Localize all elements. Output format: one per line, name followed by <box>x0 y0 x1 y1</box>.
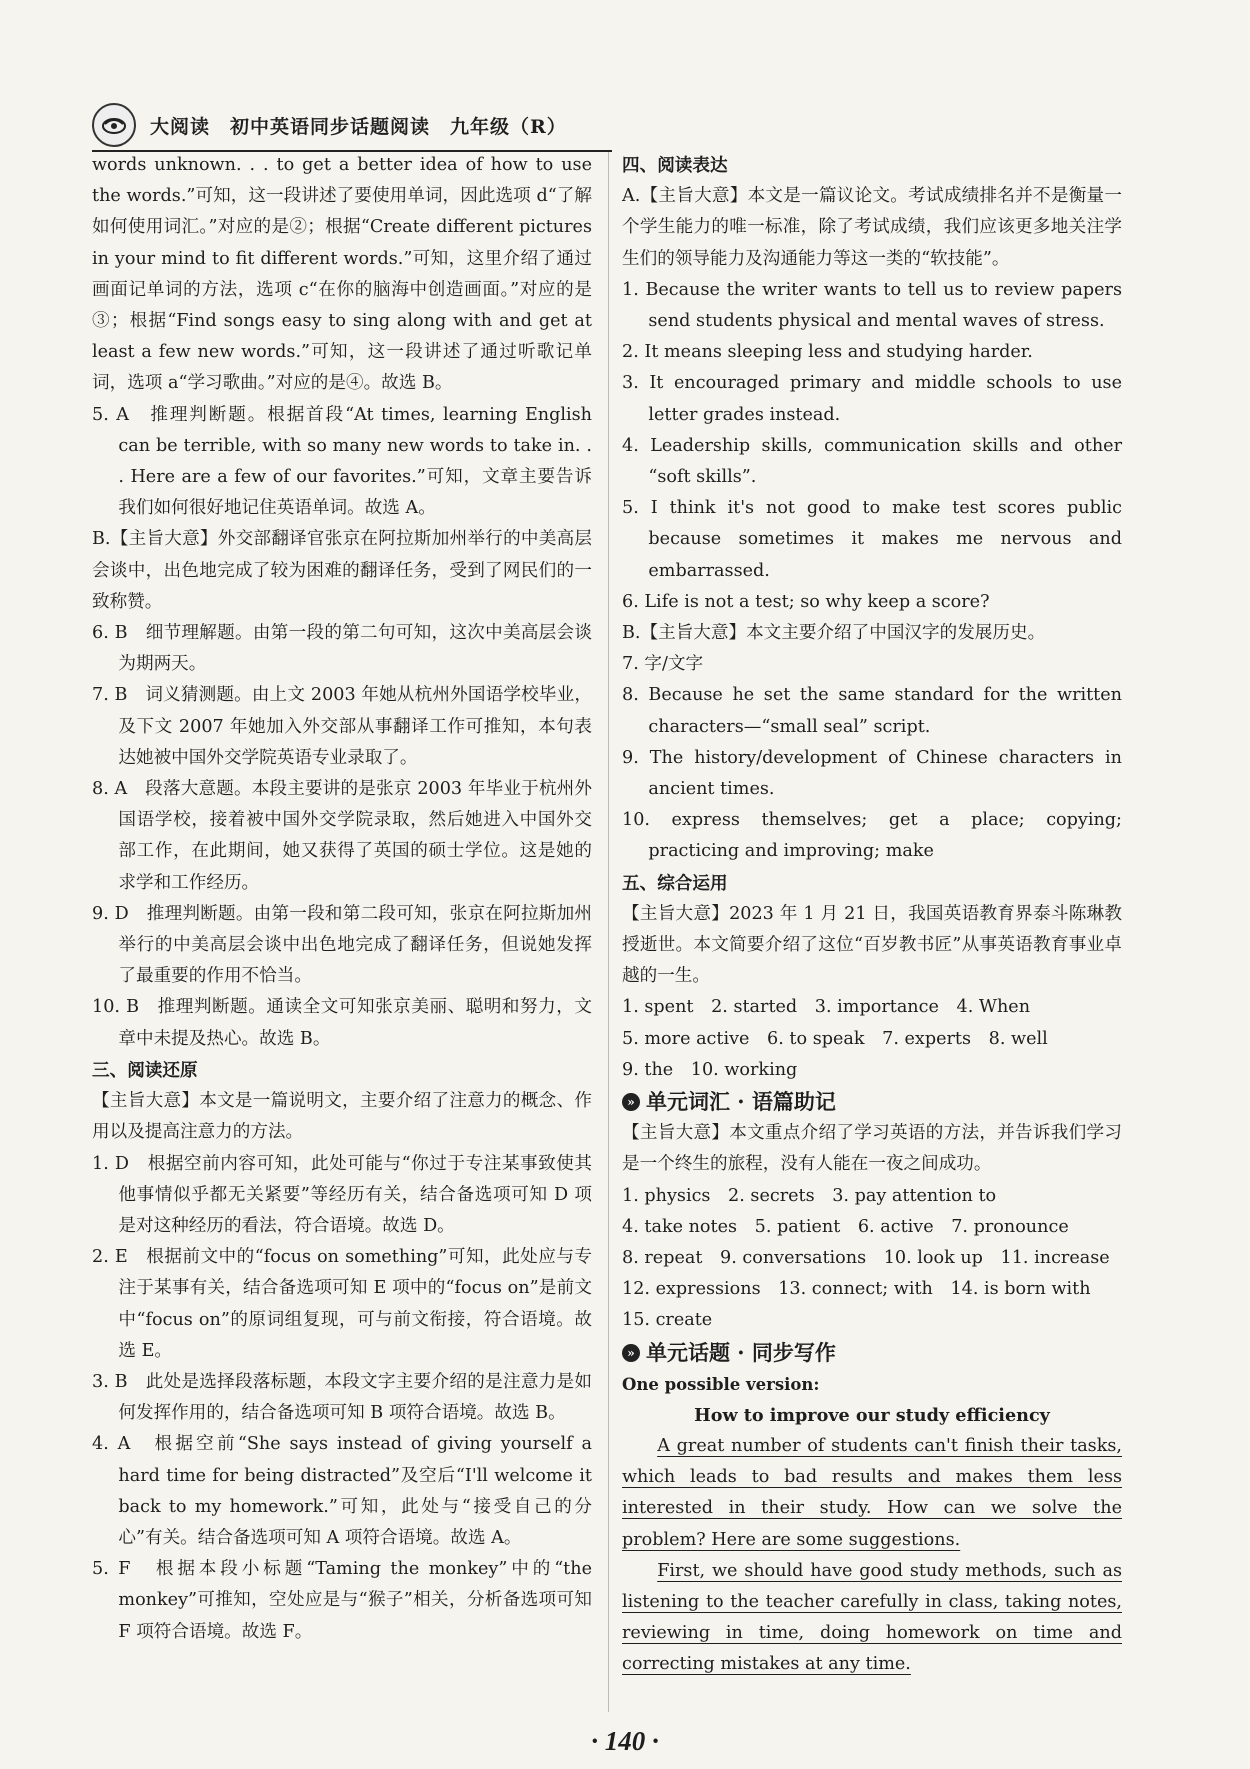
answer-item: 6. B 细节理解题。由第一段的第二句可知，这次中美高层会谈为期两天。 <box>92 623 592 675</box>
paragraph: 5. more active 6. to speak 7. experts 8. well <box>622 1028 1048 1049</box>
paragraph: 9. the 10. working <box>622 1059 798 1080</box>
right-column <box>622 150 1122 1681</box>
running-header <box>92 100 612 150</box>
paragraph: words unknown. . . to get a better idea of how to use the words.”可知，这一段讲述了要使用单词，因此选项 d“了解如何使用词汇。”对应的是②；根据“Create different pictures in your mind to fit different words.”可知，这里介绍了通过画面记单词的方法，选项 c“在你的脑海中创造画面。”对应的是③；根据“Find songs easy to sing along with and get at least a few new words.”可知，这一段讲述了通过听歌记单词，选项 a“学习歌曲。”对应的是④。故选 B。 <box>92 155 592 394</box>
section-heading-text: 单元话题 · 同步写作 <box>646 1339 836 1365</box>
paragraph: 1. physics 2. secrets 3. pay attention to <box>622 1185 997 1206</box>
paragraph: 4. take notes 5. patient 6. active 7. pronounce <box>622 1216 1069 1237</box>
answer-item: 10. express themselves; get a place; copying; practicing and improving; make <box>622 810 1122 862</box>
paragraph: B.【主旨大意】外交部翻译官张京在阿拉斯加州举行的中美高层会谈中，出色地完成了较为困难的翻译任务，受到了网民们的一致称赞。 <box>92 529 592 612</box>
paragraph: 1. spent 2. started 3. importance 4. When <box>622 997 1031 1018</box>
version-label: One possible version: <box>622 1374 820 1394</box>
part-heading: 四、阅读表达 <box>622 155 728 176</box>
answer-item: 2. It means sleeping less and studying harder. <box>622 342 1033 363</box>
essay-title: How to improve our study efficiency <box>694 1404 1050 1426</box>
section-heading-text: 单元词汇 · 语篇助记 <box>646 1089 836 1115</box>
answer-item: 5. I think it's not good to make test scores public because sometimes it makes me nervous and embarrassed. <box>622 498 1122 581</box>
answer-item: 10. B 推理判断题。通读全文可知张京美丽、聪明和努力，文章中未提及热心。故选 B。 <box>92 997 592 1049</box>
answer-item: 2. E 根据前文中的“focus on something”可知，此处应与专注于某事有关，结合备选项可知 E 项中的“focus on”是前文中“focus on”的原词组复现，可与前文衔接，符合语境。故选 E。 <box>92 1247 592 1361</box>
section-heading <box>622 1086 1122 1118</box>
section-heading <box>622 1337 1122 1369</box>
answer-item: 9. D 推理判断题。由第一段和第二段可知，张京在阿拉斯加州举行的中美高层会谈中出色地完成了翻译任务，但说她发挥了最重要的作用不恰当。 <box>92 903 592 987</box>
left-column <box>92 150 592 1648</box>
answer-item: 1. D 根据空前内容可知，此处可能与“你过于专注某事致使其他事情似乎都无关紧要”等经历有关，结合备选项可知 D 项是对这种经历的看法，符合语境。故选 D。 <box>92 1153 592 1236</box>
paragraph: 【主旨大意】本文是一篇说明文，主要介绍了注意力的概念、作用以及提高注意力的方法。 <box>92 1091 592 1143</box>
answer-item: 4. Leadership skills, communication skills and other “soft skills”. <box>622 435 1122 488</box>
arrow-icon: » <box>622 1093 640 1111</box>
paragraph: 【主旨大意】本文重点介绍了学习英语的方法，并告诉我们学习是一个终生的旅程，没有人能在一夜之间成功。 <box>622 1123 1122 1175</box>
paragraph: 12. expressions 13. connect; with 14. is born with <box>622 1279 1091 1300</box>
answer-item: 8. Because he set the same standard for the written characters—“small seal” script. <box>622 685 1122 737</box>
answer-item: 3. It encouraged primary and middle schools to use letter grades instead. <box>622 373 1122 425</box>
paragraph: 15. create <box>622 1310 713 1331</box>
part-heading: 三、阅读还原 <box>92 1059 198 1081</box>
paragraph: B.【主旨大意】本文主要介绍了中国汉字的发展历史。 <box>622 623 1046 644</box>
answer-item: 7. 字/文字 <box>622 654 704 675</box>
column-divider <box>608 152 609 1712</box>
answer-item: 8. A 段落大意题。本段主要讲的是张京 2003 年毕业于杭州外国语学校，接着被中国外交学院录取，然后她进入中国外交部工作，在此期间，她又获得了英国的硕士学位。这是她的求学和工作经历。 <box>92 779 592 893</box>
answer-item: 5. A 推理判断题。根据首段“At times, learning English can be terrible, with so many new words to take in. . . Here are a few of our favorites.”可知，文章主要告诉我们如何很好地记住英语单词。故选 A。 <box>92 404 592 519</box>
answer-item: 3. B 此处是选择段落标题，本段文字主要介绍的是注意力是如何发挥作用的，结合备选项可知 B 项符合语境。故选 B。 <box>92 1371 592 1424</box>
answer-item: 7. B 词义猜测题。由上文 2003 年她从杭州外国语学校毕业，及下文 2007 年她加入外交部从事翻译工作可推知，本句表达她被中国外交学院英语专业录取了。 <box>92 685 592 768</box>
answer-item: 5. F 根据本段小标题“Taming the monkey”中的“the monkey”可推知，空处应是与“猴子”相关，分析备选项可知 F 项符合语境。故选 F。 <box>92 1559 592 1642</box>
paragraph: 【主旨大意】2023 年 1 月 21 日，我国英语教育界泰斗陈琳教授逝世。本文简要介绍了这位“百岁教书匠”从事英语教育事业卓越的一生。 <box>622 903 1122 987</box>
answer-item: 4. A 根据空前“She says instead of giving yourself a hard time for being distracted”及空后“I'll welcome it back to my homework.”可知，此处与“接受自己的分心”有关。结合备选项可知 A 项符合语境。故选 A。 <box>92 1434 592 1548</box>
paragraph: A.【主旨大意】本文是一篇议论文。考试成绩排名并不是衡量一个学生能力的唯一标准，除了考试成绩，我们应该更多地关注学生们的领导能力及沟通能力等这一类的“软技能”。 <box>622 186 1122 269</box>
book-logo-icon <box>92 103 136 147</box>
part-heading: 五、综合运用 <box>622 872 728 894</box>
paragraph: 8. repeat 9. conversations 10. look up 11. increase <box>622 1247 1110 1268</box>
answer-item: 9. The history/development of Chinese characters in ancient times. <box>622 747 1122 800</box>
answer-item: 6. Life is not a test; so why keep a score? <box>622 591 990 612</box>
arrow-icon: » <box>622 1344 640 1362</box>
essay-paragraph: First, we should have good study methods, such as listening to the teacher carefully in class, taking notes, reviewing in time, doing homework on time and correcting mistakes at any time. <box>622 1560 1122 1675</box>
header-title: 大阅读 初中英语同步话题阅读 九年级（R） <box>150 115 567 138</box>
essay-paragraph: A great number of students can't finish their tasks, which leads to bad results and makes them less interested in their study. How can we solve the problem? Here are some suggestions. <box>622 1435 1122 1550</box>
answer-item: 1. Because the writer wants to tell us to review papers send students physical and mental waves of stress. <box>622 279 1122 332</box>
page-number: · 140 · <box>591 1726 659 1756</box>
